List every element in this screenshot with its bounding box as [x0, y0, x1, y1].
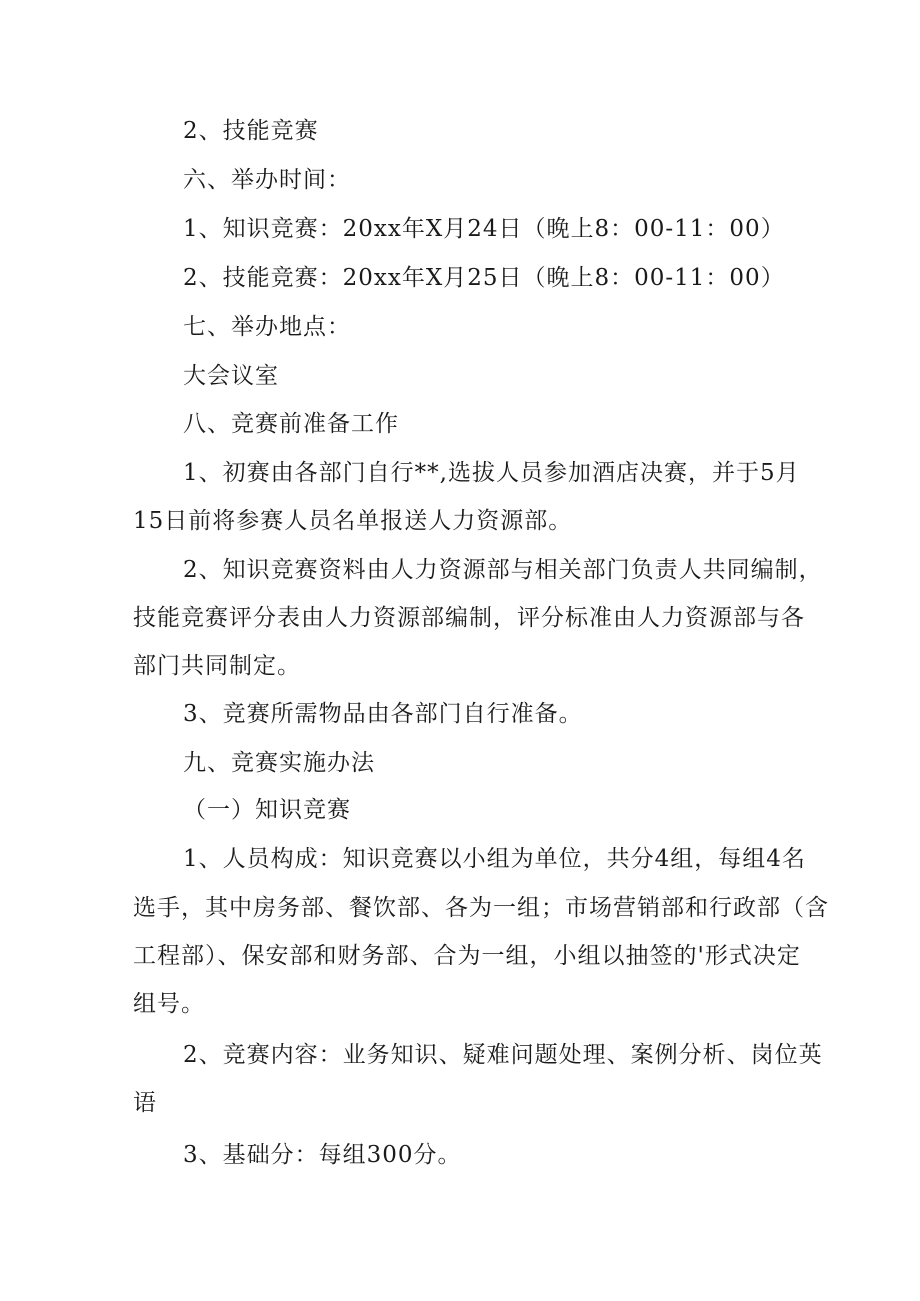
text-line: 大会议室	[183, 363, 279, 389]
text-line: 部门共同制定。	[133, 653, 301, 679]
section-heading: 七、举办地点：	[183, 314, 351, 340]
text-line: 语	[133, 1090, 157, 1116]
section-heading: 九、竞赛实施办法	[183, 750, 375, 776]
text-line: 2、竞赛内容：业务知识、疑难问题处理、案例分析、岗位英	[183, 1042, 823, 1068]
text-line: 技能竞赛评分表由人力资源部编制，评分标准由人力资源部与各	[133, 605, 805, 631]
text-line: 工程部）、保安部和财务部、合为一组，小组以抽签的'形式决定	[133, 943, 801, 969]
subsection-heading: （一）知识竞赛	[183, 797, 351, 823]
text-line: 15日前将参赛人员名单报送人力资源部。	[133, 508, 573, 534]
section-heading: 八、竞赛前准备工作	[183, 411, 399, 437]
text-line: 2、技能竞赛	[183, 118, 319, 144]
text-line: 选手，其中房务部、餐饮部、各为一组；市场营销部和行政部（含	[133, 895, 829, 921]
text-line: 3、竞赛所需物品由各部门自行准备。	[183, 701, 583, 727]
text-line: 组号。	[133, 991, 205, 1017]
text-line: 1、人员构成：知识竞赛以小组为单位，共分4组，每组4名	[183, 846, 806, 872]
text-line: 2、知识竞赛资料由人力资源部与相关部门负责人共同编制，	[183, 557, 823, 583]
text-line: 1、知识竞赛：20xx年X月24日（晚上8：00-11：00）	[183, 216, 785, 242]
text-line: 1、初赛由各部门自行**,选拔人员参加酒店决赛，并于5月	[183, 460, 800, 486]
text-line: 3、基础分：每组300分。	[183, 1142, 462, 1168]
section-heading: 六、举办时间：	[183, 167, 351, 193]
text-line: 2、技能竞赛：20xx年X月25日（晚上8：00-11：00）	[183, 265, 785, 291]
